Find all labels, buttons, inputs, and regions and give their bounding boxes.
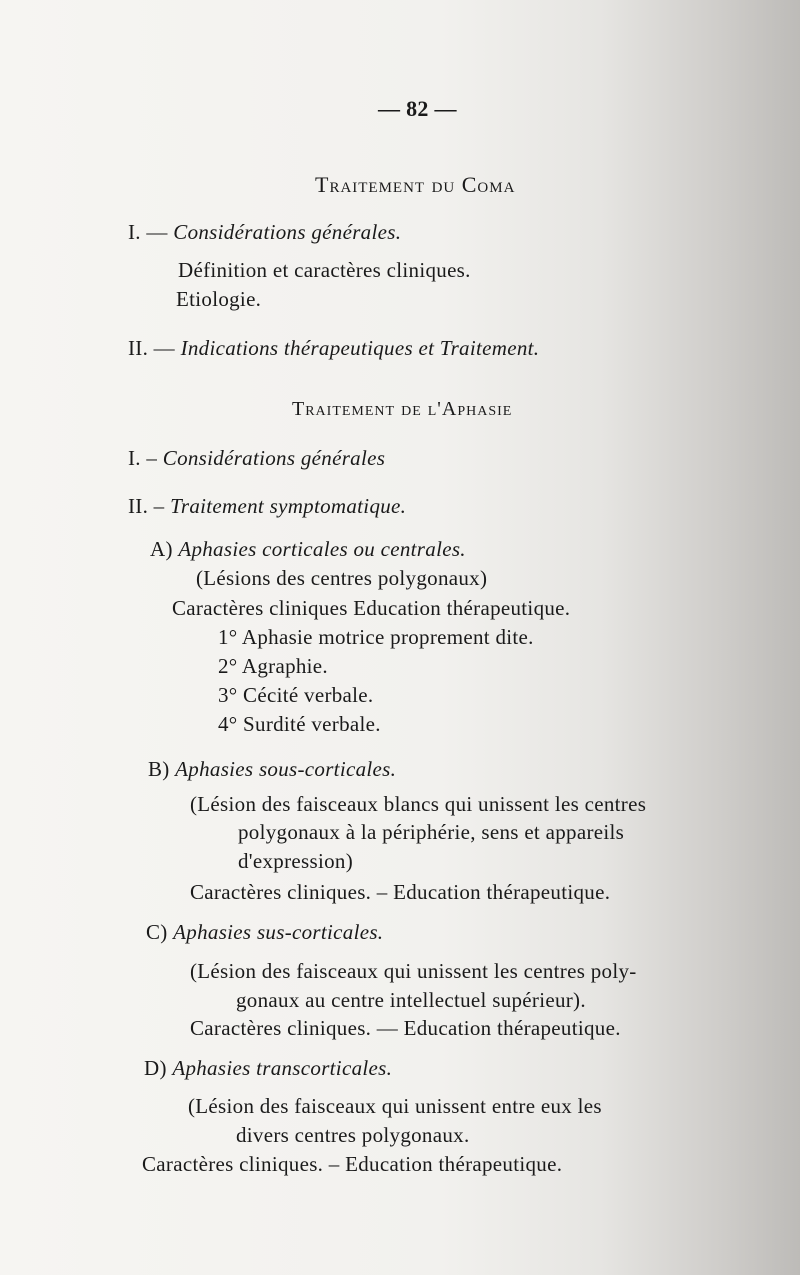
subsection-c-label: C) [146,920,168,944]
subsection-a-title: Aphasies corticales ou centrales. [178,537,466,561]
aphasie-section-1-title: Considérations générales [162,446,386,470]
subsection-c-note-line-2: gonaux au centre intellectuel supérieur). [236,988,586,1012]
aphasie-section-1-number: I. – [128,446,158,470]
aphasie-section-2 [128,494,406,519]
coma-section-2-title: Indications thérapeutiques et Traitement. [180,336,540,360]
subsection-a [150,537,466,562]
subsection-b-note-line-1: (Lésion des faisceaux blancs qui unissent les centres [190,792,647,816]
aphasie-section-2-number: II. – [128,494,165,518]
subsection-d-label: D) [144,1056,167,1080]
subsection-d-note-line-1: (Lésion des faisceaux qui unissent entre eux les [188,1094,602,1118]
subsection-a-clinic: Caractères cliniques Education thérapeutique. [172,596,571,620]
aphasie-section-2-title: Traitement symptomatique. [170,494,407,518]
subsection-c-note-line-1: (Lésion des faisceaux qui unissent les centres poly- [190,959,637,983]
coma-section-1 [128,220,401,245]
aphasie-section-1 [128,446,385,471]
coma-section-2-number: II. — [128,336,175,360]
subsection-b-title: Aphasies sous-corticales. [175,757,397,781]
coma-section-1-title: Considérations générales. [173,220,402,244]
subsection-b-clinic: Caractères cliniques. – Education thérapeutique. [190,880,611,904]
subsection-a-item-1: 1° Aphasie motrice proprement dite. [218,625,534,649]
subsection-d-clinic: Caractères cliniques. – Education thérapeutique. [142,1152,563,1176]
coma-item-definition: Définition et caractères cliniques. [178,258,471,282]
coma-item-etiologie: Etiologie. [176,287,262,311]
subsection-b-note-line-2: polygonaux à la périphérie, sens et appareils [238,820,625,844]
coma-section-1-number: I. — [128,220,168,244]
coma-section-2 [128,336,539,361]
page-number: — 82 — [378,96,457,121]
subsection-a-item-4: 4° Surdité verbale. [218,712,381,736]
subsection-d-title: Aphasies transcorticales. [172,1056,393,1080]
subsection-c [146,920,383,945]
subsection-c-title: Aphasies sus-corticales. [173,920,384,944]
subsection-b [148,757,396,782]
aphasie-heading: Traitement de l'Aphasie [292,398,513,420]
subsection-d-note-line-2: divers centres polygonaux. [236,1123,470,1147]
subsection-a-label: A) [150,537,173,561]
subsection-b-label: B) [148,757,170,781]
subsection-d [144,1056,392,1081]
subsection-c-clinic: Caractères cliniques. — Education thérapeutique. [190,1016,621,1040]
subsection-a-item-2: 2° Agraphie. [218,654,328,678]
subsection-a-note: (Lésions des centres polygonaux) [196,566,488,590]
subsection-b-note-line-3: d'expression) [238,849,353,873]
subsection-a-item-3: 3° Cécité verbale. [218,683,374,707]
coma-heading: Traitement du Coma [315,172,516,197]
